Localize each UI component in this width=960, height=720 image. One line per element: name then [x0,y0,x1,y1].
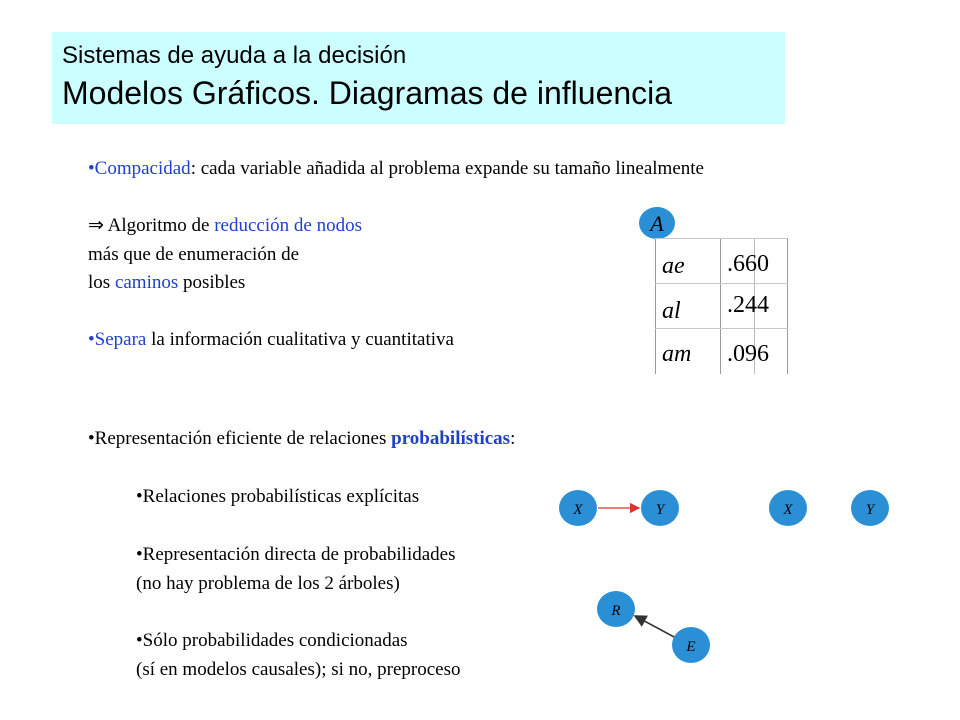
separates-keyword: Separa [94,329,147,350]
node-reduction-keyword: reducción de nodos [214,215,362,236]
bullet: • [88,158,95,179]
bullet: • [88,428,95,449]
state-label: am [662,341,692,367]
graph-x-to-y [550,486,690,530]
probability-value: .244 [727,292,769,318]
node-r-label: R [611,603,621,619]
explicit-relations-item: •Relaciones probabilísticas explícitas [136,486,420,507]
paths-keyword: caminos [114,272,179,293]
representation-line [88,428,515,450]
table-row [655,238,788,284]
compactness-line [88,158,704,180]
probability-value: .096 [727,341,769,367]
algorithm-prefix: los [88,272,115,293]
algorithm-line-1 [88,215,362,237]
slide-subtitle: Sistemas de ayuda a la decisión [62,42,407,69]
node-a-label: A [650,211,664,236]
conditional-item: •Sólo probabilidades condicionadas [136,630,408,651]
node-x-label: X [783,502,793,518]
state-label: ae [662,253,685,279]
probability-table [655,238,788,374]
algorithm-line-3 [88,272,245,294]
probabilistic-keyword: probabilísticas [391,428,511,449]
separates-line [88,329,454,351]
algorithm-suffix: posibles [178,272,246,293]
node-y-label: Y [655,502,665,518]
node-a-diagram [637,203,681,243]
separates-text: la información cualitativa y cuantitativa [146,329,454,350]
slide-title: Modelos Gráficos. Diagramas de influencia [62,75,673,111]
direct-representation-item: •Representación directa de probabilidades [136,544,456,565]
direct-representation-note: (no hay problema de los 2 árboles) [136,573,400,594]
representation-suffix: : [510,428,516,449]
representation-text: Representación eficiente de relaciones [94,428,392,449]
title-banner [52,32,785,124]
algorithm-line-2: más que de enumeración de [88,244,300,265]
conditional-note: (sí en modelos causales); si no, preproceso [136,659,461,680]
probability-value: .660 [727,251,769,277]
edge-e-r [635,616,676,638]
bullet: • [88,329,95,350]
graph-e-to-r [590,588,720,668]
node-e-label: E [686,639,696,655]
table-row [655,283,788,329]
state-label: al [662,298,681,324]
compactness-text: : cada variable añadida al problema expande su tamaño linealmente [190,158,704,179]
compactness-keyword: Compacidad [94,158,191,179]
node-x-label: X [573,502,583,518]
graph-x-y-independent [760,486,900,530]
algorithm-text: Algoritmo de [103,215,215,236]
implies-arrow: ⇒ [88,215,104,236]
table-row [655,328,788,374]
node-y-label: Y [865,502,875,518]
